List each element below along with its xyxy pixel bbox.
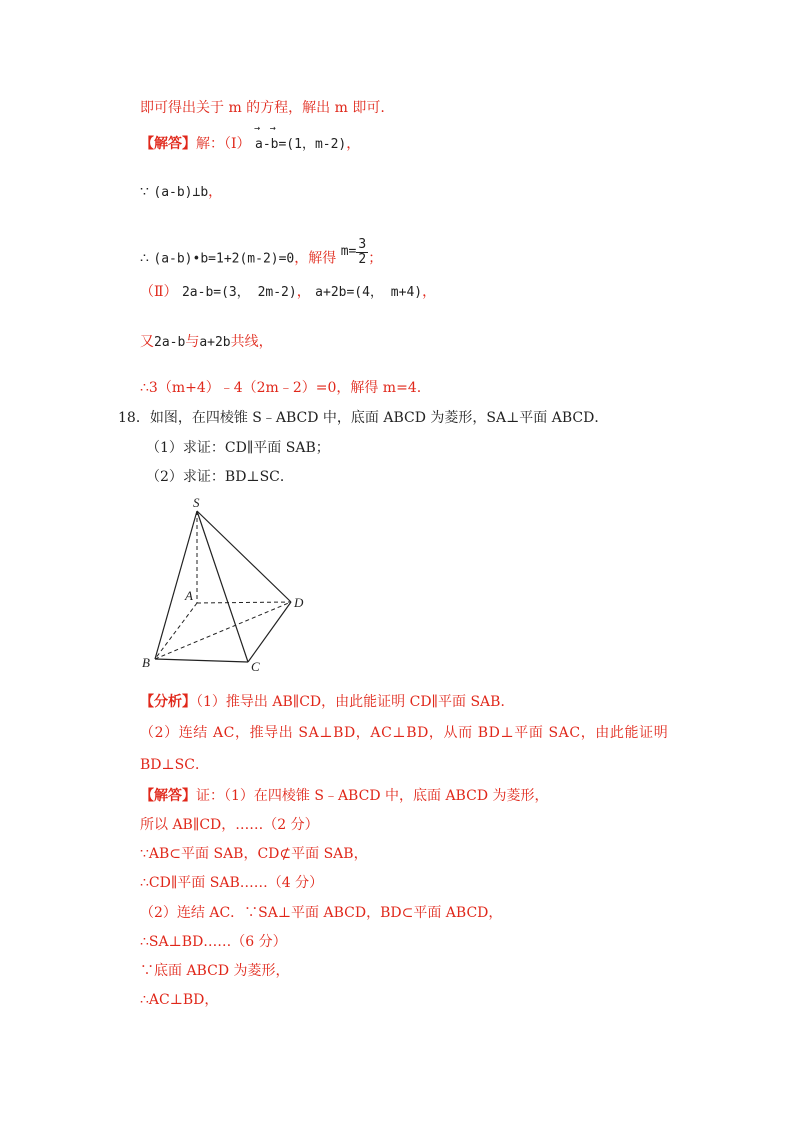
therefore-symbol: ∴	[140, 250, 149, 267]
vertex-label-A: A	[185, 588, 193, 603]
edge-BC	[155, 659, 248, 662]
answer-line-1	[140, 134, 360, 155]
analysis-line-2: （2）连结 AC，推导出 SA⊥BD，AC⊥BD，从而 BD⊥平面 SAC，由此能证明	[140, 725, 669, 741]
vector-expression-1: 2a-b=(3， 2m-2)	[181, 285, 297, 300]
dot-product-expression: (a-b)•b=1+2(m-2)=0	[153, 251, 295, 267]
solution-line-3: ∵AB⊂平面 SAB，CD⊄平面 SAB，	[140, 846, 368, 862]
vector-a: → a	[255, 135, 263, 155]
vertex-label-C: C	[251, 659, 260, 674]
solution-tag: 【解答】	[140, 788, 196, 804]
solve-text: ，解得	[294, 250, 337, 267]
answer-tag: 【解答】	[140, 136, 196, 152]
fraction	[356, 238, 368, 267]
answer-line-3	[140, 237, 383, 273]
answer-line-6: ∴3（m+4）﹣4（2m﹣2）=0，解得 m=4.	[140, 380, 422, 396]
vector-expression-1: 2a-b	[154, 335, 186, 350]
fraction-numerator: 3	[358, 237, 367, 252]
solution-line-8: ∴AC⊥BD，	[140, 992, 219, 1008]
punct: ，	[208, 184, 223, 200]
edge-AD-hidden	[197, 602, 291, 603]
pyramid-figure	[135, 495, 315, 680]
vertex-label-S: S	[193, 495, 200, 510]
vertex-label-B: B	[142, 655, 150, 670]
vector-expression-2: a+2b=(4， m+4)	[315, 285, 423, 300]
solution-text-1: 证：（1）在四棱锥 S﹣ABCD 中，底面 ABCD 为菱形，	[196, 788, 549, 804]
analysis-text-1: （1）推导出 AB∥CD，由此能证明 CD∥平面 SAB．	[196, 694, 515, 710]
and-text: 与	[185, 334, 200, 350]
edge-SD	[197, 511, 291, 602]
collinear-text: 共线，	[230, 334, 273, 350]
solution-line-5: （2）连结 AC．∵SA⊥平面 ABCD，BD⊂平面 ABCD，	[140, 905, 503, 921]
analysis-tag: 【分析】	[140, 694, 196, 710]
analysis-line-1	[140, 692, 514, 712]
part-two-label: （Ⅱ）	[140, 284, 178, 300]
solution-line-1	[140, 786, 549, 806]
answer-intro: 解：（Ⅰ）	[196, 136, 251, 152]
vector-expression: → a-→ b=(1，m-2)	[255, 137, 346, 152]
solution-line-2: 所以 AB∥CD，……（2 分）	[140, 817, 319, 833]
answer-line-2	[140, 182, 222, 203]
edge-CD	[248, 602, 291, 662]
punct: ；	[368, 250, 383, 267]
analysis-continuation: 即可得出关于 m 的方程，解出 m 即可.	[140, 100, 385, 116]
answer-line-5	[140, 332, 273, 353]
solution-line-6: ∴SA⊥BD……（6 分）	[140, 934, 287, 950]
punct: ，	[296, 284, 311, 300]
also-text: 又	[140, 334, 154, 350]
punct: ，	[422, 284, 437, 300]
fraction-denominator: 2	[358, 252, 367, 267]
vertex-label-D: D	[294, 595, 304, 610]
vector-value: =(1，m-2)	[278, 137, 347, 152]
question-2: （2）求证：BD⊥SC．	[146, 469, 294, 485]
analysis-line-3: BD⊥SC．	[140, 757, 209, 773]
solution-line-4: ∴CD∥平面 SAB……（4 分）	[140, 875, 324, 891]
edge-SB	[155, 511, 197, 659]
vector-b: → b	[271, 135, 279, 155]
punct: ，	[346, 136, 361, 152]
m-equals: m=	[340, 243, 357, 259]
perpendicular-expression: (a-b)⊥b	[153, 185, 209, 200]
because-symbol: ∵	[140, 184, 149, 200]
problem-number: 18．	[118, 410, 150, 426]
problem-stem	[118, 408, 608, 428]
answer-line-4	[140, 282, 436, 303]
edge-SC	[197, 511, 248, 662]
solution-line-7: ∵底面 ABCD 为菱形，	[140, 963, 290, 979]
question-1: （1）求证：CD∥平面 SAB；	[146, 440, 330, 456]
problem-text: 如图，在四棱锥 S﹣ABCD 中，底面 ABCD 为菱形，SA⊥平面 ABCD．	[149, 410, 609, 426]
vector-expression-2: a+2b	[199, 335, 231, 350]
